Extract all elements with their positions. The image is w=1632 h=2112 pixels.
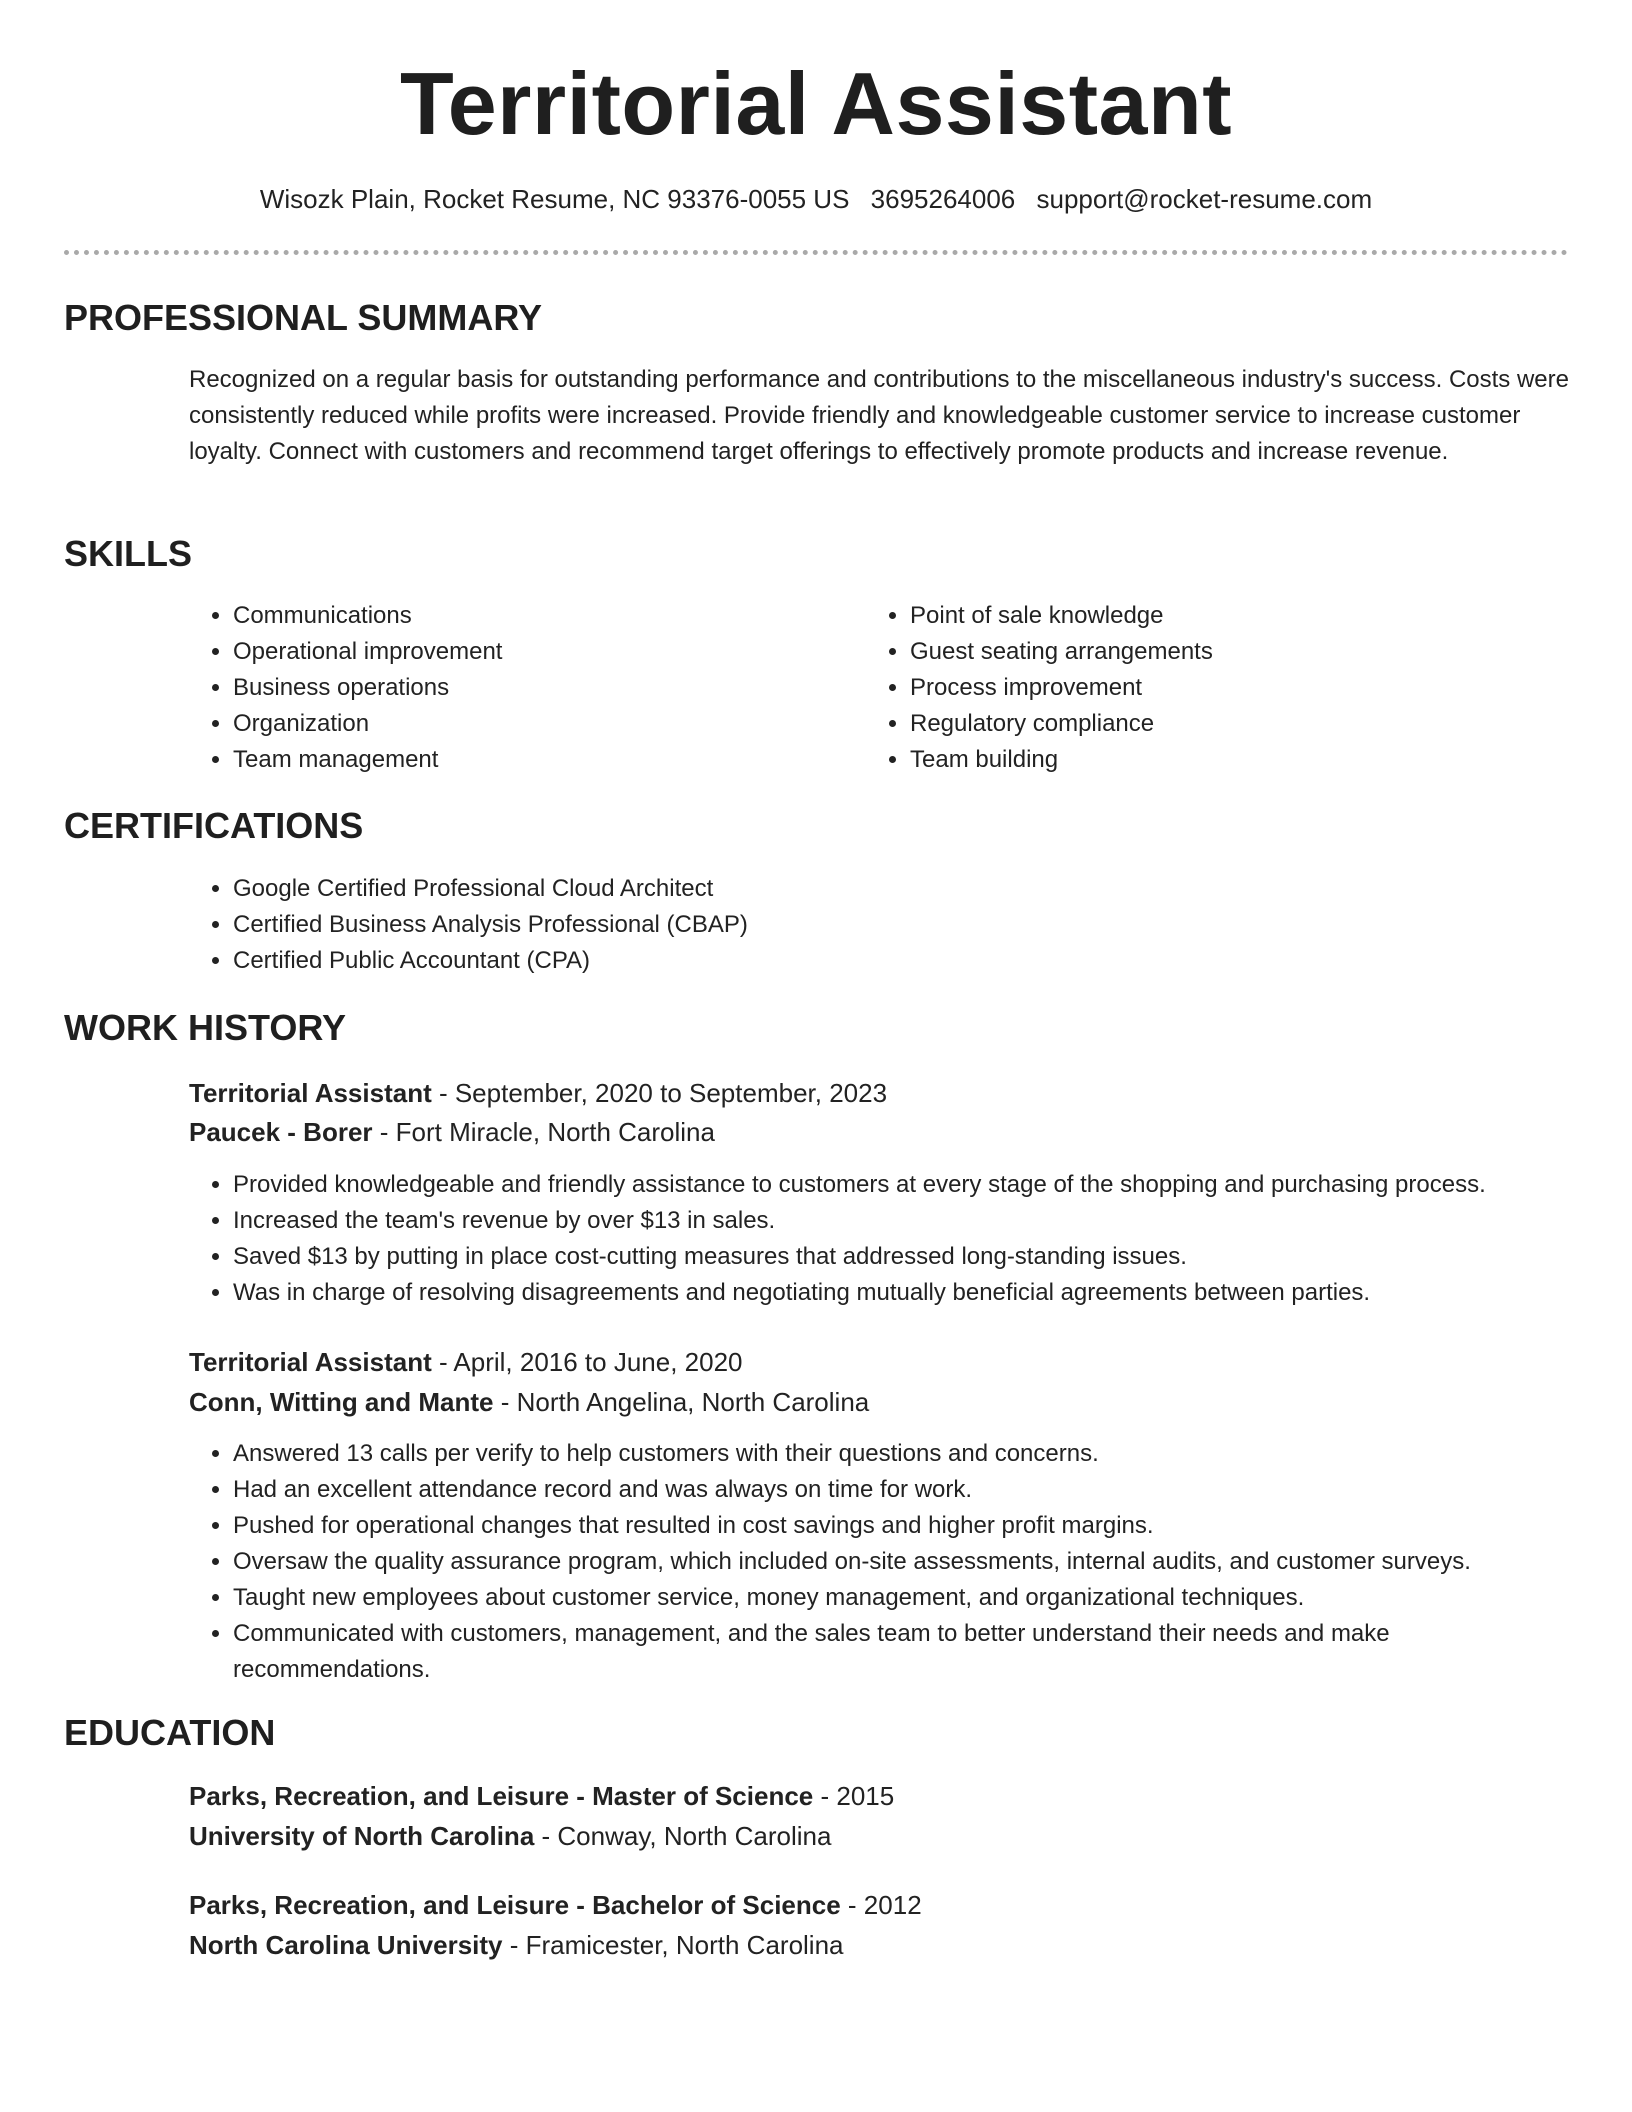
list-item: • Certified Business Analysis Professional (CBAP) xyxy=(233,907,1613,943)
job-title: Territorial Assistant xyxy=(189,1347,432,1377)
job-title-line xyxy=(189,1342,743,1382)
job-dates: - September, 2020 to September, 2023 xyxy=(431,1078,888,1108)
job-location: - North Angelina, North Carolina xyxy=(493,1387,870,1417)
job-dates: - April, 2016 to June, 2020 xyxy=(431,1347,743,1377)
school-line xyxy=(189,1925,844,1965)
school: University of North Carolina xyxy=(189,1821,535,1851)
list-item: • Team management xyxy=(233,742,853,778)
summary-text: Recognized on a regular basis for outstanding performance and contributions to the miscellaneous industry's success. Costs were consistently reduced while profits were increased. Provide friendly and knowledgeable customer service to increase customer loyalty. Connect with customers and recommend target offerings to effectively promote products and increase revenue. xyxy=(189,366,1569,465)
list-item: • Business operations xyxy=(233,670,853,706)
list-item: • Had an excellent attendance record and was always on time for work. xyxy=(233,1472,1573,1508)
header-divider xyxy=(64,250,1568,255)
job-title-line xyxy=(189,1073,887,1113)
list-item: • Saved $13 by putting in place cost-cutting measures that addressed long-standing issues. xyxy=(233,1239,1623,1275)
job-company: Conn, Witting and Mante xyxy=(189,1387,494,1417)
degree-year: - 2015 xyxy=(813,1781,895,1811)
contact-line xyxy=(0,182,1632,216)
degree-line xyxy=(189,1776,894,1816)
list-item: • Team building xyxy=(910,742,1570,778)
skills-list-left xyxy=(189,598,853,778)
job-company-line xyxy=(189,1112,715,1152)
degree-line xyxy=(189,1885,922,1925)
list-item: • Certified Public Accountant (CPA) xyxy=(233,943,1613,979)
list-item: • Communicated with customers, management, and the sales team to better understand their needs and make recommendations. xyxy=(233,1616,1573,1688)
address: Wisozk Plain, Rocket Resume, NC 93376-0055 US xyxy=(259,184,850,214)
skills-list-right xyxy=(866,598,1570,778)
school-location: - Conway, North Carolina xyxy=(534,1821,832,1851)
job-location: - Fort Miracle, North Carolina xyxy=(372,1117,715,1147)
list-item: • Oversaw the quality assurance program, which included on-site assessments, internal audits, and customer surveys. xyxy=(233,1544,1573,1580)
list-item: • Pushed for operational changes that resulted in cost savings and higher profit margins. xyxy=(233,1508,1573,1544)
job-company-line xyxy=(189,1382,869,1422)
list-item: • Was in charge of resolving disagreements and negotiating mutually beneficial agreements between parties. xyxy=(233,1275,1623,1311)
job-bullets xyxy=(189,1167,1623,1311)
list-item: • Increased the team's revenue by over $13 in sales. xyxy=(233,1203,1623,1239)
work-history-heading: WORK HISTORY xyxy=(64,1007,347,1048)
degree: Parks, Recreation, and Leisure - Master of Science xyxy=(189,1781,814,1811)
candidate-name: Territorial Assistant xyxy=(399,54,1233,153)
certifications-list xyxy=(189,871,1613,979)
list-item: • Point of sale knowledge xyxy=(910,598,1570,634)
phone: 3695264006 xyxy=(870,184,1016,214)
job-company: Paucek - Borer xyxy=(189,1117,373,1147)
list-item: • Guest seating arrangements xyxy=(910,634,1570,670)
list-item: • Provided knowledgeable and friendly assistance to customers at every stage of the shopping and purchasing process. xyxy=(233,1167,1623,1203)
degree: Parks, Recreation, and Leisure - Bachelor of Science xyxy=(189,1890,841,1920)
list-item: • Process improvement xyxy=(910,670,1570,706)
list-item: • Operational improvement xyxy=(233,634,853,670)
skills-heading: SKILLS xyxy=(64,533,193,574)
list-item: • Answered 13 calls per verify to help customers with their questions and concerns. xyxy=(233,1436,1573,1472)
email: support@rocket-resume.com xyxy=(1036,184,1373,214)
school-location: - Framicester, North Carolina xyxy=(502,1930,844,1960)
education-heading: EDUCATION xyxy=(64,1712,276,1753)
list-item: • Communications xyxy=(233,598,853,634)
list-item: • Google Certified Professional Cloud Architect xyxy=(233,871,1613,907)
list-item: • Regulatory compliance xyxy=(910,706,1570,742)
school: North Carolina University xyxy=(189,1930,503,1960)
list-item: • Taught new employees about customer service, money management, and organizational techniques. xyxy=(233,1580,1573,1616)
job-title: Territorial Assistant xyxy=(189,1078,432,1108)
degree-year: - 2012 xyxy=(840,1890,922,1920)
list-item: • Organization xyxy=(233,706,853,742)
job-bullets xyxy=(189,1436,1573,1688)
summary-heading: PROFESSIONAL SUMMARY xyxy=(64,297,543,338)
school-line xyxy=(189,1816,831,1856)
certifications-heading: CERTIFICATIONS xyxy=(64,805,364,846)
